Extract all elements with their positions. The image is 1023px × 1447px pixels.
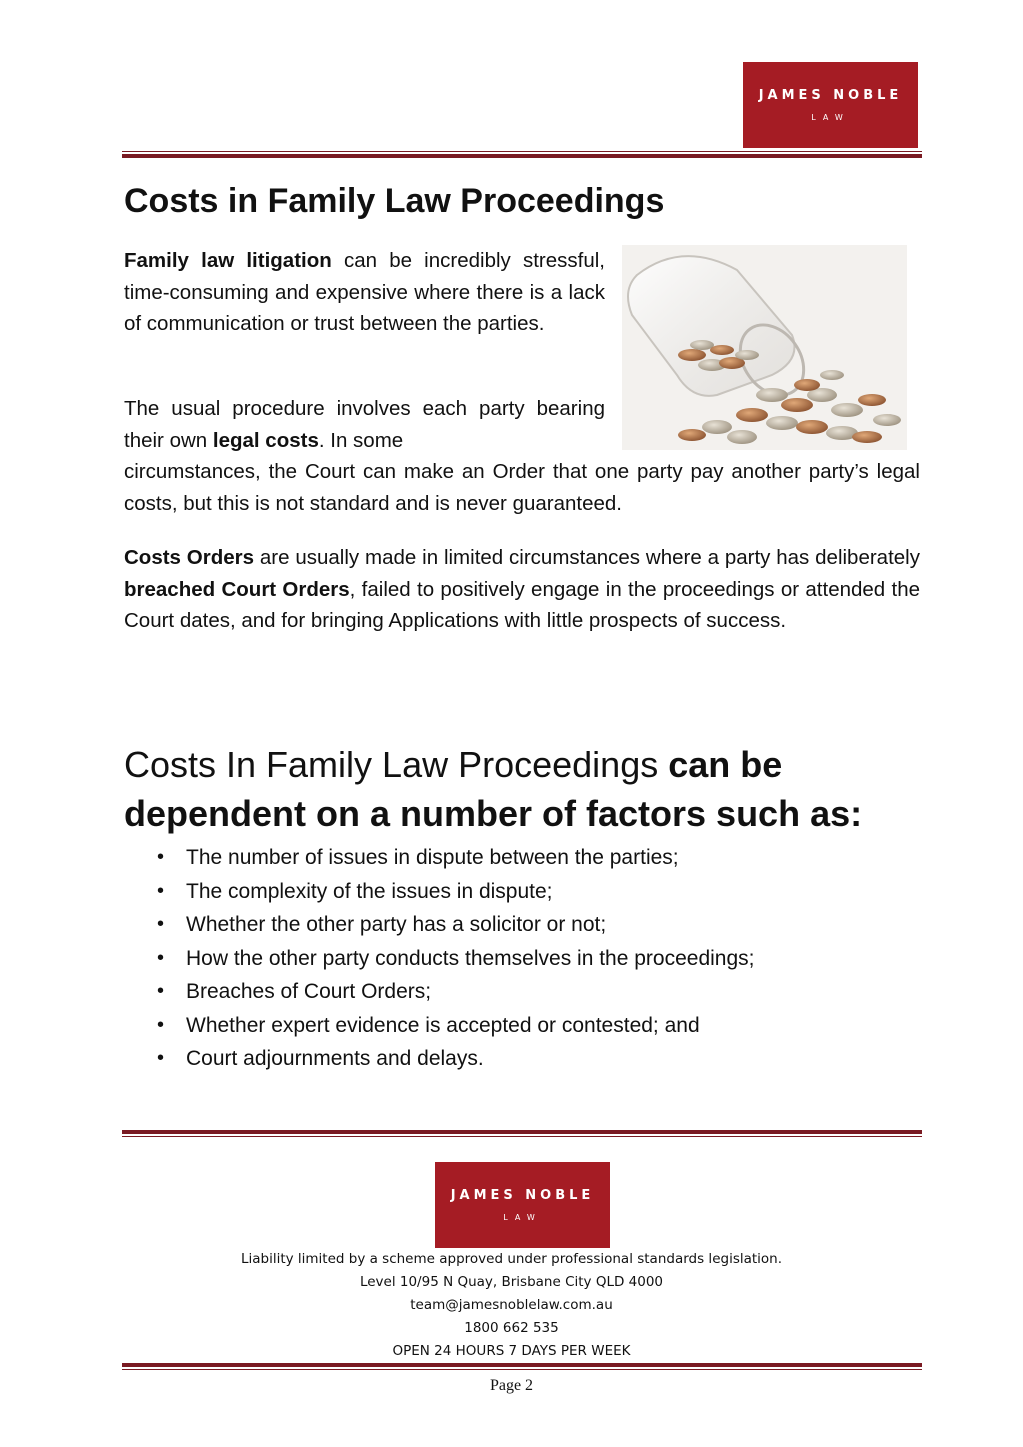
factors-heading xyxy=(124,740,924,838)
list-item: • How the other party conducts themselves in the proceedings; xyxy=(124,942,754,976)
footer-address: Level 10/95 N Quay, Brisbane City QLD 4000 xyxy=(359,1274,664,1290)
footer-logo xyxy=(435,1162,610,1248)
list-item: • The complexity of the issues in dispute; xyxy=(124,875,754,909)
costs-orders-text-2: , failed to positively engage in the proceedings or attended the Court dates, and for bringing Applications with little prospects of success. xyxy=(124,577,921,632)
coins-jar-icon xyxy=(622,245,907,450)
factors-heading-bold: can be dependent on a number of factors such as: xyxy=(124,744,863,834)
logo-sub: LAW xyxy=(811,113,850,122)
footer-divider-top xyxy=(122,1130,922,1137)
procedure-text-1: The usual procedure involves each party bearing their own xyxy=(124,397,605,452)
procedure-bold: legal costs xyxy=(212,428,319,452)
procedure-paragraph-end xyxy=(124,456,920,519)
footer-email[interactable]: team@jamesnoblelaw.com.au xyxy=(410,1297,613,1313)
footer-hours: OPEN 24 HOURS 7 DAYS PER WEEK xyxy=(392,1343,631,1359)
liability-notice: Liability limited by a scheme approved under professional standards legislation. xyxy=(240,1251,783,1267)
footer-logo-sub: LAW xyxy=(503,1213,542,1222)
header-logo xyxy=(743,62,918,148)
procedure-text-3: circumstances, the Court can make an Order that one party pay another party’s legal costs, but this is not standard and is never guaranteed. xyxy=(124,460,920,515)
page-number: Page 2 xyxy=(489,1377,534,1394)
intro-bold: Family law litigation xyxy=(124,249,332,272)
page-title: Costs in Family Law Proceedings xyxy=(124,182,665,220)
procedure-text-2: . In some xyxy=(318,428,404,452)
factors-list xyxy=(124,841,754,1076)
list-item: • Breaches of Court Orders; xyxy=(124,975,754,1009)
header-divider xyxy=(122,151,922,158)
list-item: • Court adjournments and delays. xyxy=(124,1042,754,1076)
list-item: • Whether the other party has a solicitor or not; xyxy=(124,908,754,942)
intro-text: can be incredibly stressful, time-consuming and expensive where there is a lack of communication or trust between the parties. xyxy=(124,249,605,335)
costs-orders-bold: Costs Orders xyxy=(124,546,255,569)
factors-heading-normal: Costs In Family Law Proceedings xyxy=(124,744,669,785)
logo-name: JAMES NOBLE xyxy=(758,88,903,103)
footer-divider-bottom xyxy=(122,1363,922,1370)
coins-jar-photo xyxy=(622,245,907,450)
list-item: • The number of issues in dispute between the parties; xyxy=(124,841,754,875)
footer-phone[interactable]: 1800 662 535 xyxy=(464,1320,559,1336)
procedure-paragraph-start xyxy=(124,393,605,456)
list-item: • Whether expert evidence is accepted or contested; and xyxy=(124,1009,754,1043)
costs-orders-text-1: are usually made in limited circumstances where a party has deliberately xyxy=(254,546,920,569)
intro-paragraph xyxy=(124,245,605,340)
costs-orders-paragraph xyxy=(124,542,920,637)
footer-logo-name: JAMES NOBLE xyxy=(450,1188,595,1203)
breached-orders-bold: breached Court Orders xyxy=(124,577,350,601)
